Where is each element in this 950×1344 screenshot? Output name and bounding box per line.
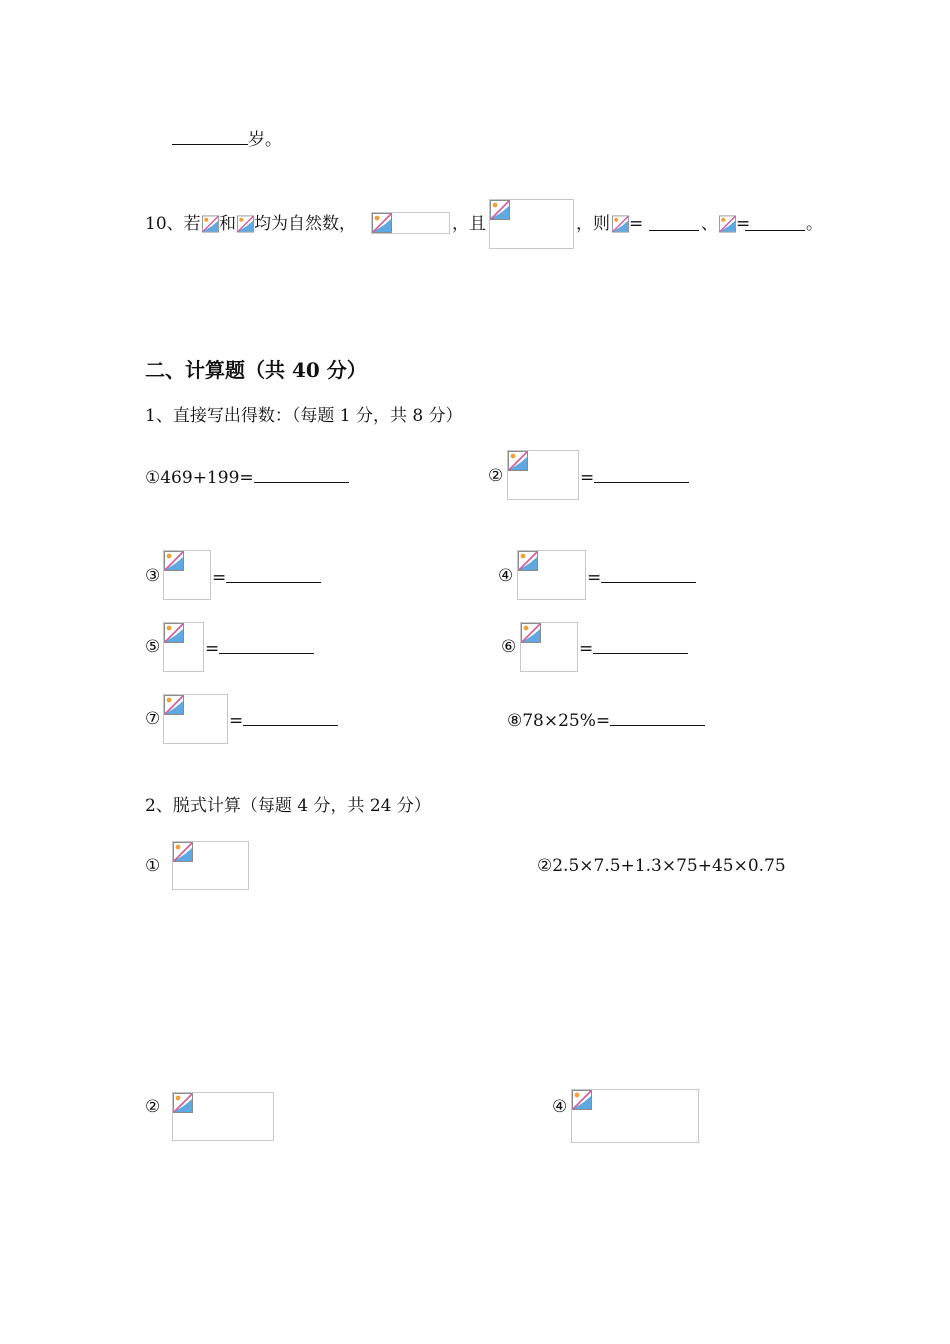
q10-eq2: = (736, 214, 751, 234)
answer-blank[interactable] (226, 566, 321, 583)
formula-image (612, 214, 629, 234)
broken-image-icon (490, 200, 510, 220)
broken-image-icon (164, 623, 184, 643)
oral-item-7-label: ⑦ (145, 709, 161, 729)
oral-item-2-eq: = (580, 466, 689, 488)
calc-item-1-label: ① (145, 856, 161, 876)
section-title: 二、计算题（共 40 分） (145, 358, 367, 382)
formula-image (172, 1092, 274, 1141)
q10-then: ，则 (576, 214, 610, 234)
answer-blank[interactable] (593, 637, 688, 654)
formula-image (163, 694, 228, 744)
broken-image-icon (202, 214, 219, 234)
broken-image-icon (572, 1090, 592, 1110)
answer-blank[interactable] (219, 637, 314, 654)
q10-number: 10、若 (145, 214, 201, 234)
broken-image-icon (173, 842, 193, 862)
oral-item-6-label: ⑥ (501, 637, 517, 657)
formula-image (371, 212, 450, 234)
answer-blank[interactable] (594, 466, 689, 483)
formula-image (163, 550, 211, 600)
formula-image (202, 214, 219, 234)
broken-image-icon (719, 214, 736, 234)
q10-end: 。 (806, 214, 823, 234)
calc-item-3-label: ② (145, 1097, 161, 1117)
formula-image (489, 199, 574, 249)
answer-blank[interactable] (610, 709, 705, 726)
q10-sep: 、 (701, 214, 718, 234)
oral-item-3-eq: = (212, 566, 321, 588)
broken-image-icon (518, 551, 538, 571)
broken-image-icon (508, 451, 528, 471)
broken-image-icon (164, 551, 184, 571)
oral-item-5-eq: = (205, 637, 314, 659)
oral-item-7-eq: = (229, 709, 338, 731)
formula-image (172, 841, 249, 890)
broken-image-icon (237, 214, 254, 234)
broken-image-icon (521, 623, 541, 643)
formula-image (571, 1089, 699, 1143)
formula-image (237, 214, 254, 234)
calc-item-4-label: ④ (552, 1097, 568, 1117)
answer-blank[interactable] (254, 466, 349, 483)
oral-item-4-eq: = (587, 566, 696, 588)
answer-blank[interactable] (745, 214, 805, 231)
oral-item-2-label: ② (488, 466, 504, 486)
q10-and-qie: ，且 (452, 214, 486, 234)
answer-blank[interactable] (172, 128, 248, 145)
broken-image-icon (612, 214, 629, 234)
formula-image (507, 450, 579, 500)
oral-item-3-label: ③ (145, 566, 161, 586)
oral-item-5-label: ⑤ (145, 637, 161, 657)
broken-image-icon (173, 1093, 193, 1113)
oral-item-8: ⑧78×25%= (507, 709, 705, 731)
part1-heading: 1、直接写出得数：（每题 1 分，共 8 分） (145, 406, 463, 426)
formula-image (719, 214, 736, 234)
part2-heading: 2、脱式计算（每题 4 分，共 24 分） (145, 796, 431, 816)
formula-image (163, 622, 204, 672)
oral-item-6-eq: = (579, 637, 688, 659)
q9-tail-line: 岁。 (172, 128, 282, 150)
calc-item-2: ②2.5×7.5+1.3×75+45×0.75 (537, 856, 786, 876)
answer-blank[interactable] (649, 214, 699, 231)
oral-item-1: ①469+199= (145, 466, 349, 488)
formula-image (517, 550, 586, 600)
broken-image-icon (372, 213, 392, 233)
answer-blank[interactable] (243, 709, 338, 726)
answer-blank[interactable] (601, 566, 696, 583)
broken-image-icon (164, 695, 184, 715)
q10-both-natural: 均为自然数， (254, 214, 356, 234)
q10-and: 和 (219, 214, 236, 234)
oral-item-4-label: ④ (498, 566, 514, 586)
q10-eq1: = (629, 214, 644, 234)
formula-image (520, 622, 578, 672)
